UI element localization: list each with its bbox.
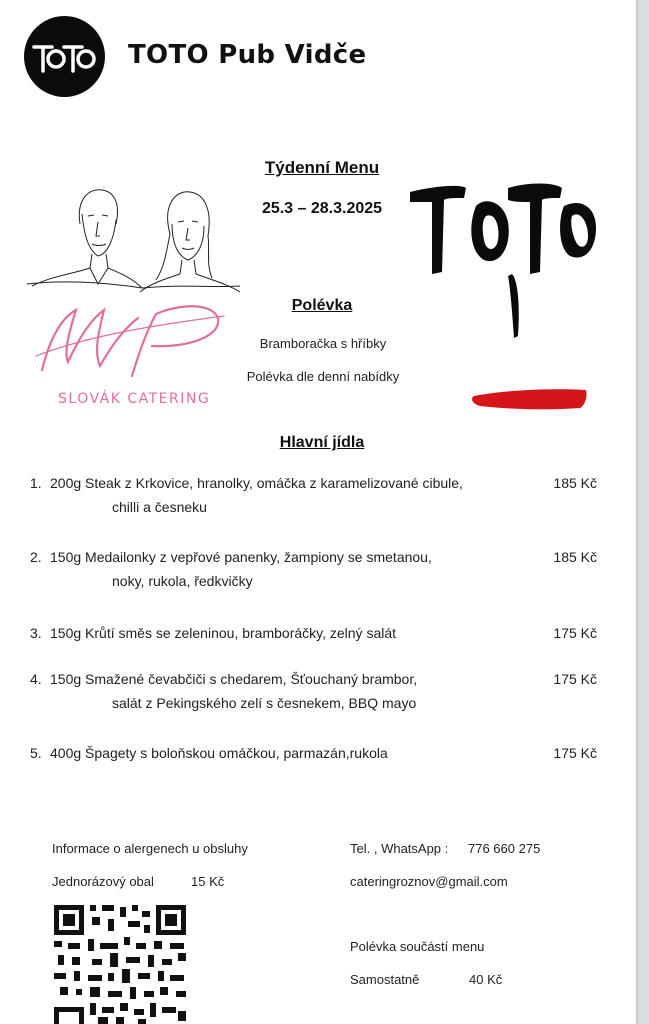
standalone-label: Samostatně bbox=[350, 972, 420, 987]
catering-name: SLOVÁK CATERING bbox=[58, 391, 211, 407]
packaging-label: Jednorázový obal bbox=[52, 874, 154, 889]
dish-description-cont: chilli a česneku bbox=[112, 499, 207, 515]
dish-description: 150g Smažené čevabčiči s chedarem, Šťouchaný brambor, bbox=[50, 671, 418, 687]
people-illustration-icon bbox=[22, 184, 244, 296]
packaging-price: 15 Kč bbox=[191, 874, 225, 889]
dish-number: 3. bbox=[30, 625, 42, 641]
dish-price: 175 Kč bbox=[553, 745, 597, 761]
toto-logo-icon bbox=[30, 37, 100, 77]
menu-dates: 25.3 – 28.3.2025 bbox=[261, 200, 383, 217]
dish-price: 185 Kč bbox=[553, 475, 597, 491]
dish-price: 175 Kč bbox=[553, 671, 597, 687]
main-dishes-heading: Hlavní jídla bbox=[279, 434, 365, 451]
menu-title: Týdenní Menu bbox=[264, 158, 380, 177]
dish-description: 200g Steak z Krkovice, hranolky, omáčka z karamelizované cibule, bbox=[50, 475, 463, 491]
dish-description: 150g Krůtí směs se zeleninou, bramboráčky, zelný salát bbox=[50, 625, 397, 641]
allergen-info: Informace o alergenech u obsluhy bbox=[52, 841, 248, 856]
dish-description: 150g Medailonky z vepřové panenky, žampiony se smetanou, bbox=[50, 549, 432, 565]
standalone-price: 40 Kč bbox=[469, 972, 503, 987]
phone-label: Tel. , WhatsApp : bbox=[350, 841, 449, 856]
mp-catering-logo-icon bbox=[28, 296, 228, 386]
dish-item bbox=[30, 671, 605, 711]
dish-number: 5. bbox=[30, 745, 42, 761]
dish-number: 1. bbox=[30, 475, 42, 491]
dish-item bbox=[30, 625, 605, 641]
soup-included-note: Polévka součástí menu bbox=[350, 939, 485, 954]
dish-number: 2. bbox=[30, 549, 42, 565]
qr-code-icon[interactable] bbox=[52, 903, 188, 1024]
dish-number: 4. bbox=[30, 671, 42, 687]
dish-description-cont: salát z Pekingského zelí s česnekem, BBQ mayo bbox=[112, 695, 417, 711]
soup-item: Polévka dle denní nabídky bbox=[246, 369, 400, 384]
dish-price: 175 Kč bbox=[553, 625, 597, 641]
phone-number[interactable]: 776 660 275 bbox=[468, 841, 541, 856]
avatar[interactable] bbox=[24, 16, 105, 97]
soup-heading: Polévka bbox=[291, 297, 353, 314]
page-title: TOTO Pub Vidče bbox=[128, 40, 367, 70]
dish-item bbox=[30, 475, 605, 515]
dish-price: 185 Kč bbox=[553, 549, 597, 565]
dish-item bbox=[30, 549, 605, 589]
soup-item: Bramboračka s hříbky bbox=[259, 336, 387, 351]
dish-item bbox=[30, 745, 605, 761]
email-link[interactable]: cateringroznov@gmail.com bbox=[350, 874, 508, 889]
dish-description: 400g Špagety s boloňskou omáčkou, parmazán,rukola bbox=[50, 745, 388, 761]
dish-description-cont: noky, rukola, ředkvičky bbox=[112, 573, 253, 589]
